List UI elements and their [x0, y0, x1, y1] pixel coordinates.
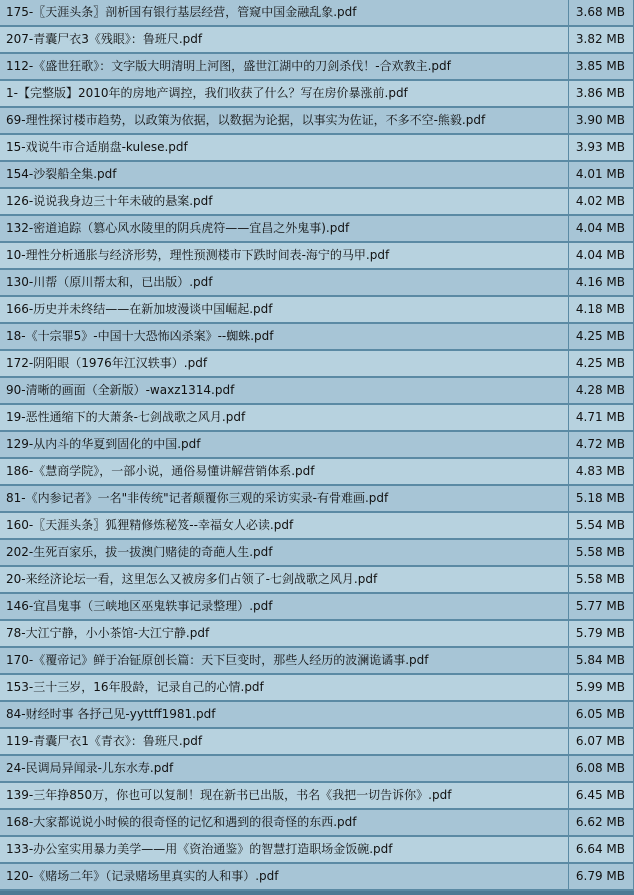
file-size: 4.16 MB — [569, 270, 634, 297]
file-row[interactable] — [0, 594, 634, 621]
file-row[interactable] — [0, 27, 634, 54]
file-name-link[interactable]: 129-从内斗的华夏到固化的中国.pdf — [0, 432, 569, 459]
file-row[interactable] — [0, 810, 634, 837]
file-name-link[interactable]: 84-财经时事 各抒己见-yyttff1981.pdf — [0, 702, 569, 729]
file-row[interactable] — [0, 837, 634, 864]
file-size: 4.28 MB — [569, 378, 634, 405]
file-row[interactable] — [0, 108, 634, 135]
file-size: 5.58 MB — [569, 567, 634, 594]
file-size: 3.90 MB — [569, 108, 634, 135]
file-name-link[interactable]: 130-川帮（原川帮太和，已出版）.pdf — [0, 270, 569, 297]
file-size: 4.83 MB — [569, 459, 634, 486]
file-size: 5.84 MB — [569, 648, 634, 675]
file-size: 4.25 MB — [569, 324, 634, 351]
file-name-link[interactable]: 78-大江宁静，小小茶馆-大江宁静.pdf — [0, 621, 569, 648]
file-name-link[interactable]: 146-宜昌鬼事（三峡地区巫鬼轶事记录整理）.pdf — [0, 594, 569, 621]
file-row[interactable] — [0, 351, 634, 378]
file-size: 5.77 MB — [569, 594, 634, 621]
file-row[interactable] — [0, 729, 634, 756]
file-row[interactable] — [0, 621, 634, 648]
file-size: 4.25 MB — [569, 351, 634, 378]
file-name-link[interactable]: 20-来经济论坛一看，这里怎么又被房多们占领了-七剑战歌之风月.pdf — [0, 567, 569, 594]
file-row[interactable] — [0, 81, 634, 108]
file-name-link[interactable]: 119-青囊尸衣1《青衣》：鲁班尺.pdf — [0, 729, 569, 756]
file-size: 5.99 MB — [569, 675, 634, 702]
file-name-link[interactable]: 175-〖天涯头条〗剖析国有银行基层经营，管窥中国金融乱象.pdf — [0, 0, 569, 27]
file-row[interactable] — [0, 189, 634, 216]
file-name-link[interactable]: 186-《慧商学院》，一部小说，通俗易懂讲解营销体系.pdf — [0, 459, 569, 486]
file-size: 4.71 MB — [569, 405, 634, 432]
file-row[interactable] — [0, 0, 634, 27]
file-row[interactable] — [0, 54, 634, 81]
file-name-link[interactable]: 69-理性探讨楼市趋势，以政策为依据，以数据为论据，以事实为佐证，不多不空-熊毅.pdf — [0, 108, 569, 135]
file-size: 5.58 MB — [569, 540, 634, 567]
file-row[interactable] — [0, 864, 634, 891]
file-name-link[interactable]: 139-三年挣850万，你也可以复制！现在新书已出版，书名《我把一切告诉你》.pdf — [0, 783, 569, 810]
file-name-link[interactable]: 81-《内参记者》一名"非传统"记者颠覆你三观的采访实录-有骨难画.pdf — [0, 486, 569, 513]
file-row[interactable] — [0, 567, 634, 594]
file-row[interactable] — [0, 135, 634, 162]
file-size: 5.79 MB — [569, 621, 634, 648]
file-name-link[interactable]: 170-《覆帝记》鲜于冶钲原创长篇：天下巨变时，那些人经历的波澜诡谲事.pdf — [0, 648, 569, 675]
file-name-link[interactable]: 24-民调局异闻录-儿东水寿.pdf — [0, 756, 569, 783]
file-name-link[interactable]: 18-《十宗罪5》-中国十大恐怖凶杀案》--蜘蛛.pdf — [0, 324, 569, 351]
file-row[interactable] — [0, 702, 634, 729]
file-size: 5.54 MB — [569, 513, 634, 540]
file-name-link[interactable]: 202-生死百家乐，拔一拔澳门赌徒的奇葩人生.pdf — [0, 540, 569, 567]
file-row[interactable] — [0, 324, 634, 351]
file-name-link[interactable]: 168-大家都说说小时候的很奇怪的记忆和遇到的很奇怪的东西.pdf — [0, 810, 569, 837]
file-size: 4.72 MB — [569, 432, 634, 459]
file-size: 4.04 MB — [569, 216, 634, 243]
file-name-link[interactable]: 153-三十三岁，16年股龄，记录自己的心情.pdf — [0, 675, 569, 702]
file-name-link[interactable]: 15-戏说牛市合适崩盘-kulese.pdf — [0, 135, 569, 162]
file-size: 4.01 MB — [569, 162, 634, 189]
file-name-link[interactable]: 126-说说我身边三十年未破的悬案.pdf — [0, 189, 569, 216]
file-row[interactable] — [0, 378, 634, 405]
file-row[interactable] — [0, 675, 634, 702]
file-name-link[interactable]: 19-恶性通缩下的大萧条-七剑战歌之风月.pdf — [0, 405, 569, 432]
file-size: 6.07 MB — [569, 729, 634, 756]
file-row[interactable] — [0, 486, 634, 513]
file-row[interactable] — [0, 243, 634, 270]
file-size: 4.02 MB — [569, 189, 634, 216]
file-size: 6.45 MB — [569, 783, 634, 810]
file-size: 3.85 MB — [569, 54, 634, 81]
file-size: 6.64 MB — [569, 837, 634, 864]
file-row[interactable] — [0, 297, 634, 324]
file-name-link[interactable]: 1-【完整版】2010年的房地产调控，我们收获了什么？写在房价暴涨前.pdf — [0, 81, 569, 108]
file-name-link[interactable]: 172-阴阳眼（1976年江汉轶事）.pdf — [0, 351, 569, 378]
file-name-link[interactable]: 10-理性分析通胀与经济形势，理性预测楼市下跌时间表-海宁的马甲.pdf — [0, 243, 569, 270]
file-row[interactable] — [0, 513, 634, 540]
file-size: 6.62 MB — [569, 810, 634, 837]
file-row[interactable] — [0, 405, 634, 432]
file-name-link[interactable]: 133-办公室实用暴力美学——用《资治通鉴》的智慧打造职场金饭碗.pdf — [0, 837, 569, 864]
file-name-link[interactable]: 120-《赌场二年》（记录赌场里真实的人和事）.pdf — [0, 864, 569, 891]
file-name-link[interactable]: 112-《盛世狂歌》：文字版大明清明上河图，盛世江湖中的刀剑杀伐！-合欢教主.pdf — [0, 54, 569, 81]
file-size: 5.18 MB — [569, 486, 634, 513]
file-name-link[interactable]: 90-清晰的画面（全新版）-waxz1314.pdf — [0, 378, 569, 405]
file-row[interactable] — [0, 783, 634, 810]
file-row[interactable] — [0, 162, 634, 189]
file-name-link[interactable]: 160-〖天涯头条〗狐狸精修炼秘笈--幸福女人必读.pdf — [0, 513, 569, 540]
file-size: 6.08 MB — [569, 756, 634, 783]
file-size: 4.18 MB — [569, 297, 634, 324]
file-size: 3.86 MB — [569, 81, 634, 108]
file-row[interactable] — [0, 270, 634, 297]
file-size: 6.79 MB — [569, 864, 634, 891]
file-row[interactable] — [0, 648, 634, 675]
file-name-link[interactable]: 166-历史并未终结——在新加坡漫谈中国崛起.pdf — [0, 297, 569, 324]
file-size: 3.93 MB — [569, 135, 634, 162]
file-size: 3.82 MB — [569, 27, 634, 54]
file-row[interactable] — [0, 459, 634, 486]
file-name-link[interactable]: 132-密道追踪（篡心风水陵里的阴兵虎符——宜昌之外鬼事).pdf — [0, 216, 569, 243]
file-size: 4.04 MB — [569, 243, 634, 270]
file-row[interactable] — [0, 432, 634, 459]
file-row[interactable] — [0, 540, 634, 567]
file-size: 6.05 MB — [569, 702, 634, 729]
file-name-link[interactable]: 207-青囊尸衣3《残眼》：鲁班尺.pdf — [0, 27, 569, 54]
file-size: 3.68 MB — [569, 0, 634, 27]
file-name-link[interactable]: 154-沙裂船全集.pdf — [0, 162, 569, 189]
file-row[interactable] — [0, 216, 634, 243]
file-row[interactable] — [0, 756, 634, 783]
